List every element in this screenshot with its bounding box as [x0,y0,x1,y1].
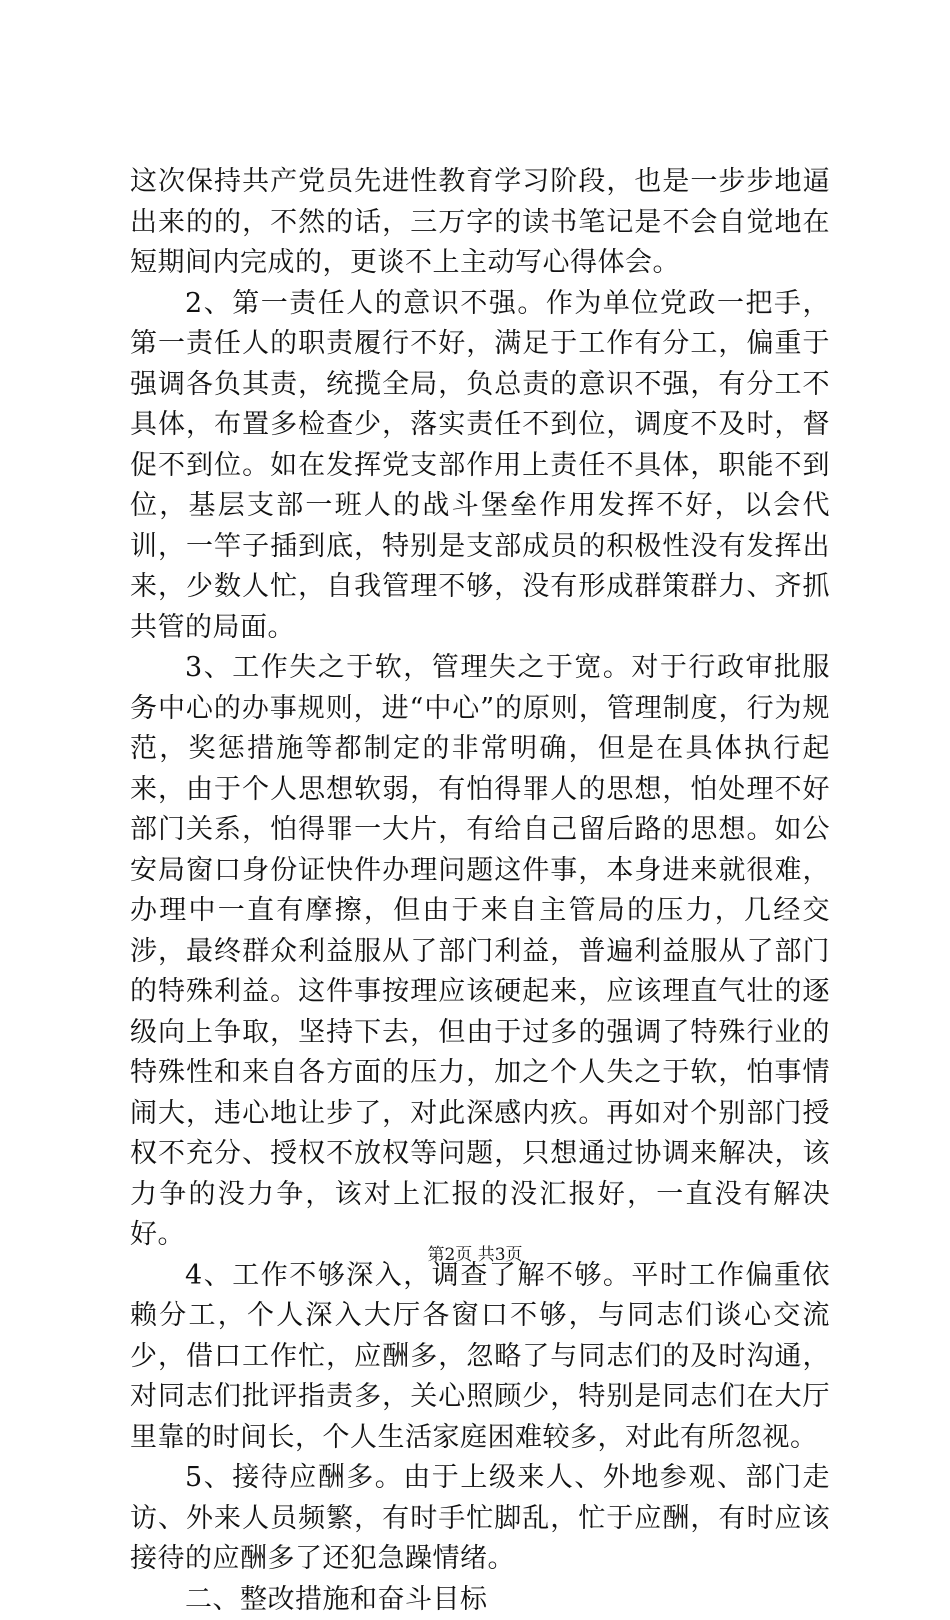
paragraph-5: 5、接待应酬多。由于上级来人、外地参观、部门走访、外来人员频繁，有时手忙脚乱，忙于应酬，有时应该接待的应酬多了还犯急躁情绪。 [130,1458,830,1580]
page-number-footer: 第2页 共3页 [0,1243,950,1267]
section-heading: 二、整改措施和奋斗目标 [130,1580,830,1620]
paragraph-3: 3、工作失之于软，管理失之于宽。对于行政审批服务中心的办事规则，进“中心”的原则，管理制度，行为规范，奖惩措施等都制定的非常明确，但是在具体执行起来，由于个人思想软弱，有怕得罪人的思想，怕处理不好部门关系，怕得罪一大片，有给自己留后路的思想。如公安局窗口身份证快件办理问题这件事，本身进来就很难，办理中一直有摩擦，但由于来自主管局的压力，几经交涉，最终群众利益服从了部门利益，普遍利益服从了部门的特殊利益。这件事按理应该硬起来，应该理直气壮的逐级向上争取，坚持下去，但由于过多的强调了特殊行业的特殊性和来自各方面的压力，加之个人失之于软，怕事情闹大，违心地让步了，对此深感内疚。再如对个别部门授权不充分、授权不放权等问题，只想通过协调来解决，该力争的没力争，该对上汇报的没汇报好，一直没有解决好。 [130,648,830,1256]
paragraph-2: 2、第一责任人的意识不强。作为单位党政一把手，第一责任人的职责履行不好，满足于工作有分工，偏重于强调各负其责，统揽全局，负总责的意识不强，有分工不具体，布置多检查少，落实责任不到位，调度不及时，督促不到位。如在发挥党支部作用上责任不具体，职能不到位，基层支部一班人的战斗堡垒作用发挥不好，以会代训，一竿子插到底，特别是支部成员的积极性没有发挥出来，少数人忙，自我管理不够，没有形成群策群力、齐抓共管的局面。 [130,284,830,649]
paragraph-4: 4、工作不够深入，调查了解不够。平时工作偏重依赖分工，个人深入大厅各窗口不够，与同志们谈心交流少，借口工作忙，应酬多，忽略了与同志们的及时沟通，对同志们批评指责多，关心照顾少，特别是同志们在大厅里靠的时间长，个人生活家庭困难较多，对此有所忽视。 [130,1256,830,1459]
document-body [130,162,830,1620]
paragraph-1: 这次保持共产党员先进性教育学习阶段，也是一步步地逼出来的的，不然的话，三万字的读书笔记是不会自觉地在短期间内完成的，更谈不上主动写心得体会。 [130,162,830,284]
